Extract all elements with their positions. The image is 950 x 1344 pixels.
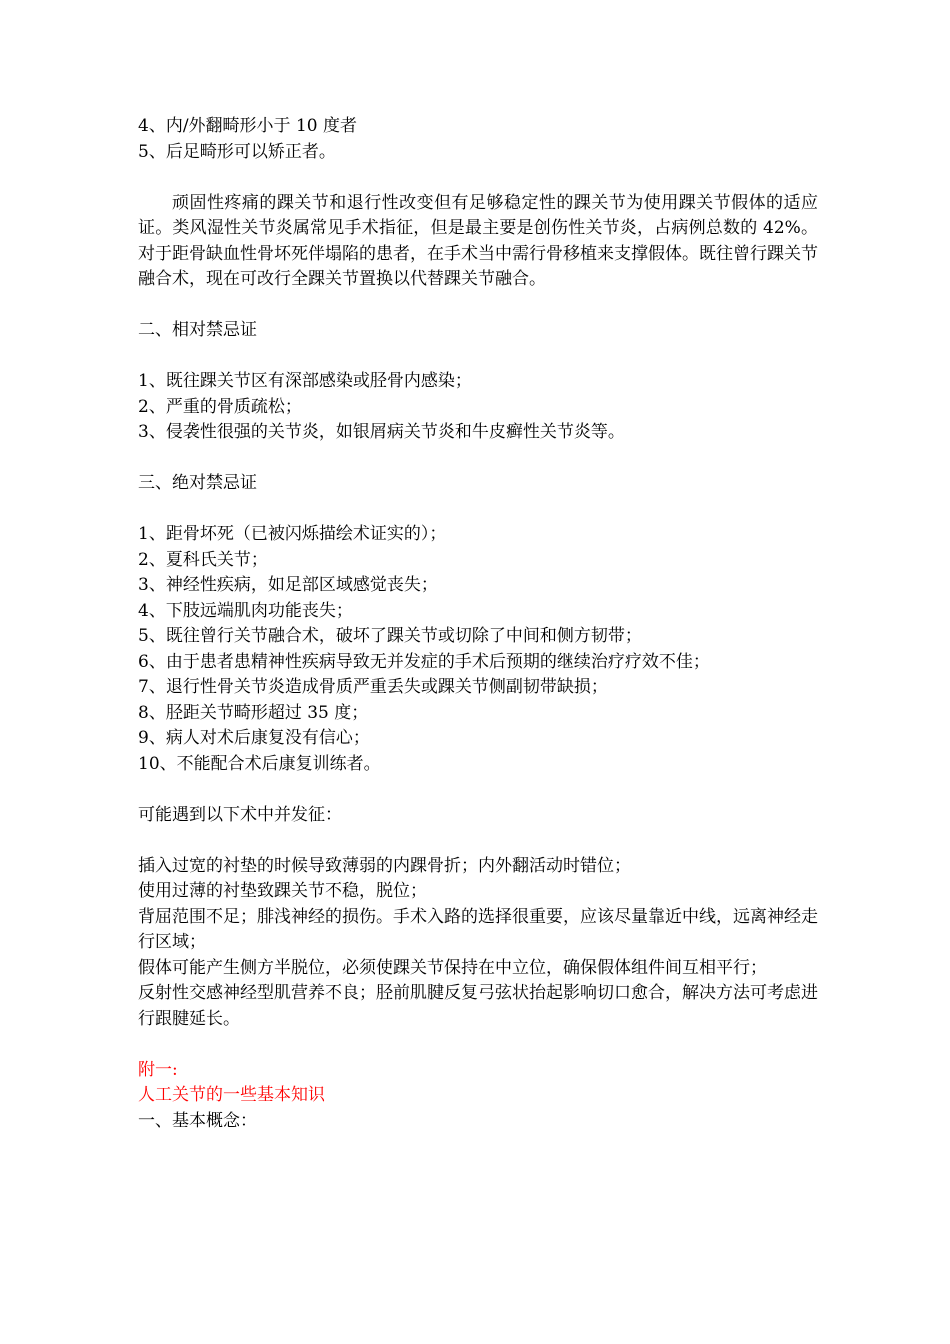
section-heading-complications: 可能遇到以下术中并发征： xyxy=(138,804,342,825)
list-item: 5、既往曾行关节融合术，破坏了踝关节或切除了中间和侧方韧带； xyxy=(138,626,642,646)
section-heading-relative: 二、相对禁忌证 xyxy=(138,320,257,340)
list-item: 6、由于患者患精神性疾病导致无并发症的手术后预期的继续治疗疗效不佳； xyxy=(138,651,710,672)
complication-item: 背屈范围不足；腓浅神经的损伤。手术入路的选择很重要，应该尽量靠近中线，远离神经走行区域； xyxy=(138,906,818,952)
complication-item: 插入过宽的衬垫的时候导致薄弱的内踝骨折；内外翻活动时错位； xyxy=(138,855,631,876)
spacer xyxy=(138,828,818,854)
list-item: 2、严重的骨质疏松； xyxy=(138,396,302,417)
spacer xyxy=(138,777,818,803)
list-item: 4、下肢远端肌肉功能丧失； xyxy=(138,600,353,621)
spacer xyxy=(138,446,818,472)
list-item: 3、侵袭性很强的关节炎，如银屑病关节炎和牛皮癣性关节炎等。 xyxy=(138,422,625,442)
spacer xyxy=(138,344,818,370)
spacer xyxy=(138,497,818,523)
appendix-title: 人工关节的一些基本知识 xyxy=(138,1085,325,1105)
complication-item: 使用过薄的衬垫致踝关节不稳，脱位； xyxy=(138,881,427,901)
list-item: 5、后足畸形可以矫正者。 xyxy=(138,141,336,162)
list-item: 7、退行性骨关节炎造成骨质严重丢失或踝关节侧副韧带缺损； xyxy=(138,677,608,697)
list-item: 2、夏科氏关节； xyxy=(138,549,268,570)
list-item: 3、神经性疾病，如足部区域感觉丧失； xyxy=(138,575,438,595)
section-heading-basic-concepts: 一、基本概念： xyxy=(138,1110,257,1131)
list-item: 4、内/外翻畸形小于 10 度者 xyxy=(138,116,357,136)
list-item: 1、距骨坏死（已被闪烁描绘术证实的）； xyxy=(138,524,447,544)
spacer xyxy=(138,293,818,319)
document-page xyxy=(138,114,818,1134)
list-item: 8、胫距关节畸形超过 35 度； xyxy=(138,702,369,723)
section-heading-absolute: 三、绝对禁忌证 xyxy=(138,473,257,493)
list-item: 10、不能配合术后康复训练者。 xyxy=(138,753,381,774)
list-item: 9、病人对术后康复没有信心； xyxy=(138,728,370,748)
appendix-label: 附一: xyxy=(138,1059,178,1080)
spacer xyxy=(138,165,818,191)
complication-item: 假体可能产生侧方半脱位，必须使踝关节保持在中立位，确保假体组件间互相平行； xyxy=(138,957,767,978)
list-item: 1、既往踝关节区有深部感染或胫骨内感染； xyxy=(138,371,472,391)
complication-item: 反射性交感神经型肌营养不良；胫前肌腱反复弓弦状抬起影响切口愈合，解决方法可考虑进行跟腱延长。 xyxy=(138,983,818,1029)
spacer xyxy=(138,1032,818,1058)
indication-paragraph: 顽固性疼痛的踝关节和退行性改变但有足够稳定性的踝关节为使用踝关节假体的适应证。类风湿性关节炎属常见手术指征，但是最主要是创伤性关节炎，占病例总数的 42%。对于距骨缺血性骨坏死伴塌陷的患者，在手术当中需行骨移植来支撑假体。既往曾行踝关节融合术，现在可改行全踝关节置换以代替踝关节融合。 xyxy=(138,192,818,289)
